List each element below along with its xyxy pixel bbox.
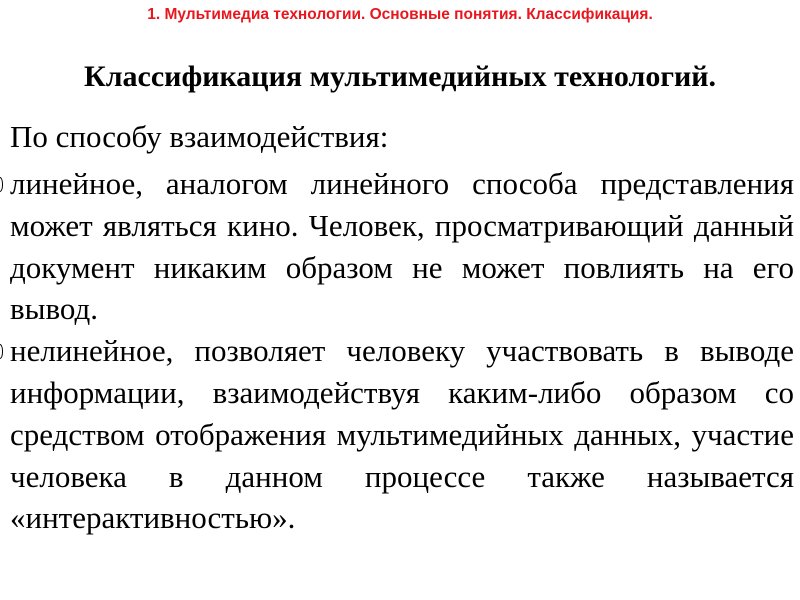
bullet-item-nonlinear [0, 330, 800, 539]
slide-header: 1. Мультимедиа технологии. Основные понятия. Классификация. [147, 6, 653, 23]
section-subtitle: По способу взаимодействия: [10, 119, 389, 154]
bullet-text: нелинейное, позволяет человеку участвовать в выводе информации, взаимодействуя каким-либо образом со средством отображения мультимедийных данных, участие человека в данном процессе также называется «интерактивностью». [10, 333, 794, 536]
bullet-list [0, 163, 800, 539]
bullet-marker-icon [0, 344, 3, 359]
bullet-item-linear [0, 163, 800, 330]
bullet-marker-icon [0, 177, 3, 192]
slide-title: Классификация мультимедийных технологий. [83, 60, 717, 93]
bullet-text: линейное, аналогом линейного способа представления может являться кино. Человек, просматривающий данный документ никаким образом не может повлиять на его вывод. [10, 166, 794, 327]
